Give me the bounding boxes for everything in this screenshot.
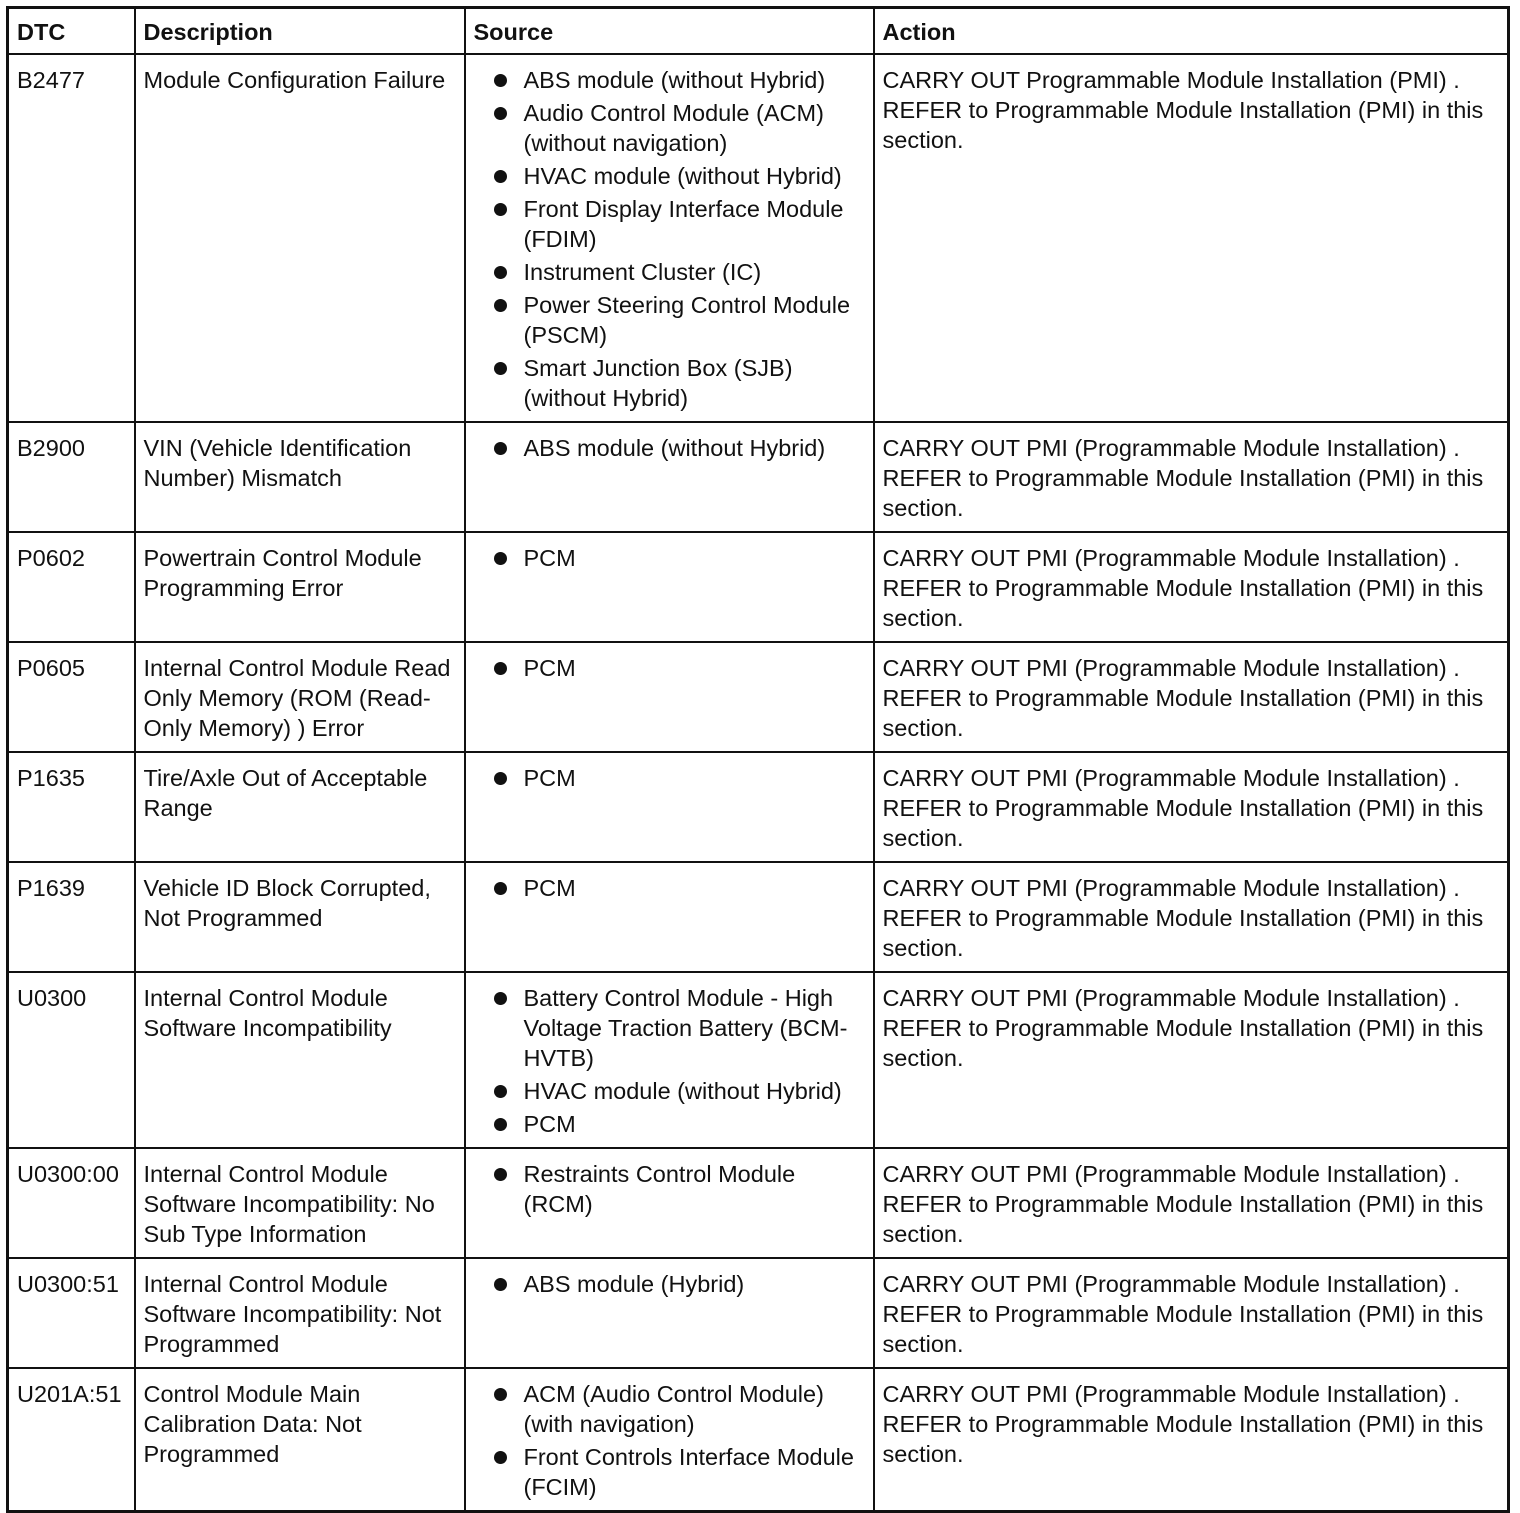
dtc-source — [465, 1148, 874, 1258]
dtc-code: P0605 — [8, 642, 135, 752]
source-list-item — [474, 1076, 865, 1106]
source-list — [474, 543, 865, 573]
source-list-item — [474, 353, 865, 413]
source-text: Power Steering Control Module (PSCM) — [523, 292, 851, 348]
source-list-item — [474, 1442, 865, 1502]
source-list-item — [474, 1109, 865, 1139]
dtc-source — [465, 532, 874, 642]
bullet-icon — [494, 266, 507, 279]
source-list — [474, 763, 865, 793]
dtc-action: CARRY OUT PMI (Programmable Module Installation) . REFER to Programmable Module Installation (PMI) in this section. — [874, 422, 1509, 532]
header-dtc: DTC — [8, 8, 135, 55]
bullet-icon — [494, 1085, 507, 1098]
dtc-action: CARRY OUT Programmable Module Installation (PMI) . REFER to Programmable Module Installation (PMI) in this section. — [874, 54, 1509, 422]
source-text: ACM (Audio Control Module) (with navigation) — [523, 1381, 824, 1437]
source-list — [474, 1379, 865, 1502]
dtc-code: B2900 — [8, 422, 135, 532]
source-text: HVAC module (without Hybrid) — [523, 163, 842, 189]
source-list-item — [474, 543, 865, 573]
dtc-description: Internal Control Module Software Incompatibility: No Sub Type Information — [135, 1148, 465, 1258]
dtc-action: CARRY OUT PMI (Programmable Module Installation) . REFER to Programmable Module Installation (PMI) in this section. — [874, 862, 1509, 972]
dtc-description: Control Module Main Calibration Data: Not Programmed — [135, 1368, 465, 1512]
source-text: HVAC module (without Hybrid) — [523, 1078, 842, 1104]
source-text: PCM — [523, 1111, 576, 1137]
dtc-action: CARRY OUT PMI (Programmable Module Installation) . REFER to Programmable Module Installation (PMI) in this section. — [874, 1258, 1509, 1368]
header-action: Action — [874, 8, 1509, 55]
dtc-source — [465, 1258, 874, 1368]
bullet-icon — [494, 1118, 507, 1131]
dtc-action: CARRY OUT PMI (Programmable Module Installation) . REFER to Programmable Module Installation (PMI) in this section. — [874, 642, 1509, 752]
source-text: Audio Control Module (ACM) (without navigation) — [523, 100, 824, 156]
table-row — [8, 972, 1509, 1148]
dtc-code: U0300:00 — [8, 1148, 135, 1258]
bullet-icon — [494, 299, 507, 312]
source-text: ABS module (without Hybrid) — [523, 435, 826, 461]
table-row — [8, 532, 1509, 642]
dtc-description: Tire/Axle Out of Acceptable Range — [135, 752, 465, 862]
source-text: ABS module (without Hybrid) — [523, 67, 826, 93]
dtc-code: P1635 — [8, 752, 135, 862]
dtc-source — [465, 54, 874, 422]
source-list-item — [474, 1269, 865, 1299]
source-text: PCM — [523, 765, 576, 791]
source-text: PCM — [523, 545, 576, 571]
table-header-row — [8, 8, 1509, 55]
source-list — [474, 653, 865, 683]
table-row — [8, 862, 1509, 972]
header-source: Source — [465, 8, 874, 55]
source-list — [474, 65, 865, 413]
source-list-item — [474, 65, 865, 95]
table-row — [8, 1258, 1509, 1368]
bullet-icon — [494, 772, 507, 785]
dtc-table — [6, 6, 1510, 1513]
table-row — [8, 752, 1509, 862]
source-list-item — [474, 161, 865, 191]
table-body — [8, 54, 1509, 1512]
source-list-item — [474, 257, 865, 287]
source-list — [474, 983, 865, 1139]
dtc-code: U0300:51 — [8, 1258, 135, 1368]
dtc-action: CARRY OUT PMI (Programmable Module Installation) . REFER to Programmable Module Installation (PMI) in this section. — [874, 972, 1509, 1148]
source-list-item — [474, 1159, 865, 1219]
bullet-icon — [494, 1451, 507, 1464]
dtc-code: B2477 — [8, 54, 135, 422]
dtc-code: P1639 — [8, 862, 135, 972]
dtc-description: Module Configuration Failure — [135, 54, 465, 422]
source-list-item — [474, 983, 865, 1073]
bullet-icon — [494, 203, 507, 216]
source-list-item — [474, 98, 865, 158]
source-list — [474, 1269, 865, 1299]
dtc-code: U0300 — [8, 972, 135, 1148]
dtc-description: VIN (Vehicle Identification Number) Mismatch — [135, 422, 465, 532]
bullet-icon — [494, 1168, 507, 1181]
table-row — [8, 642, 1509, 752]
source-text: Front Controls Interface Module (FCIM) — [523, 1444, 854, 1500]
source-text: Restraints Control Module (RCM) — [523, 1161, 796, 1217]
source-text: Smart Junction Box (SJB) (without Hybrid) — [523, 355, 793, 411]
bullet-icon — [494, 552, 507, 565]
source-text: PCM — [523, 655, 576, 681]
table-row — [8, 54, 1509, 422]
bullet-icon — [494, 170, 507, 183]
source-list-item — [474, 873, 865, 903]
dtc-source — [465, 752, 874, 862]
source-text: Battery Control Module - High Voltage Traction Battery (BCM-HVTB) — [523, 985, 848, 1071]
source-list — [474, 1159, 865, 1219]
dtc-action: CARRY OUT PMI (Programmable Module Installation) . REFER to Programmable Module Installation (PMI) in this section. — [874, 752, 1509, 862]
table-row — [8, 1368, 1509, 1512]
dtc-source — [465, 1368, 874, 1512]
source-list-item — [474, 194, 865, 254]
table-row — [8, 422, 1509, 532]
dtc-description: Vehicle ID Block Corrupted, Not Programmed — [135, 862, 465, 972]
source-list-item — [474, 433, 865, 463]
bullet-icon — [494, 882, 507, 895]
source-text: Front Display Interface Module (FDIM) — [523, 196, 844, 252]
dtc-code: U201A:51 — [8, 1368, 135, 1512]
dtc-source — [465, 422, 874, 532]
dtc-source — [465, 972, 874, 1148]
bullet-icon — [494, 362, 507, 375]
source-list-item — [474, 653, 865, 683]
dtc-action: CARRY OUT PMI (Programmable Module Installation) . REFER to Programmable Module Installation (PMI) in this section. — [874, 1148, 1509, 1258]
dtc-source — [465, 862, 874, 972]
bullet-icon — [494, 1388, 507, 1401]
bullet-icon — [494, 992, 507, 1005]
dtc-action: CARRY OUT PMI (Programmable Module Installation) . REFER to Programmable Module Installation (PMI) in this section. — [874, 532, 1509, 642]
dtc-description: Internal Control Module Software Incompatibility — [135, 972, 465, 1148]
source-list-item — [474, 763, 865, 793]
dtc-source — [465, 642, 874, 752]
source-text: PCM — [523, 875, 576, 901]
bullet-icon — [494, 74, 507, 87]
source-list — [474, 433, 865, 463]
header-description: Description — [135, 8, 465, 55]
dtc-description: Internal Control Module Read Only Memory (ROM (Read-Only Memory) ) Error — [135, 642, 465, 752]
bullet-icon — [494, 662, 507, 675]
table-row — [8, 1148, 1509, 1258]
source-list-item — [474, 290, 865, 350]
bullet-icon — [494, 107, 507, 120]
source-text: ABS module (Hybrid) — [523, 1271, 745, 1297]
dtc-action: CARRY OUT PMI (Programmable Module Installation) . REFER to Programmable Module Installation (PMI) in this section. — [874, 1368, 1509, 1512]
source-list-item — [474, 1379, 865, 1439]
bullet-icon — [494, 1278, 507, 1291]
source-list — [474, 873, 865, 903]
source-text: Instrument Cluster (IC) — [523, 259, 762, 285]
dtc-description: Internal Control Module Software Incompatibility: Not Programmed — [135, 1258, 465, 1368]
dtc-code: P0602 — [8, 532, 135, 642]
bullet-icon — [494, 442, 507, 455]
dtc-description: Powertrain Control Module Programming Error — [135, 532, 465, 642]
